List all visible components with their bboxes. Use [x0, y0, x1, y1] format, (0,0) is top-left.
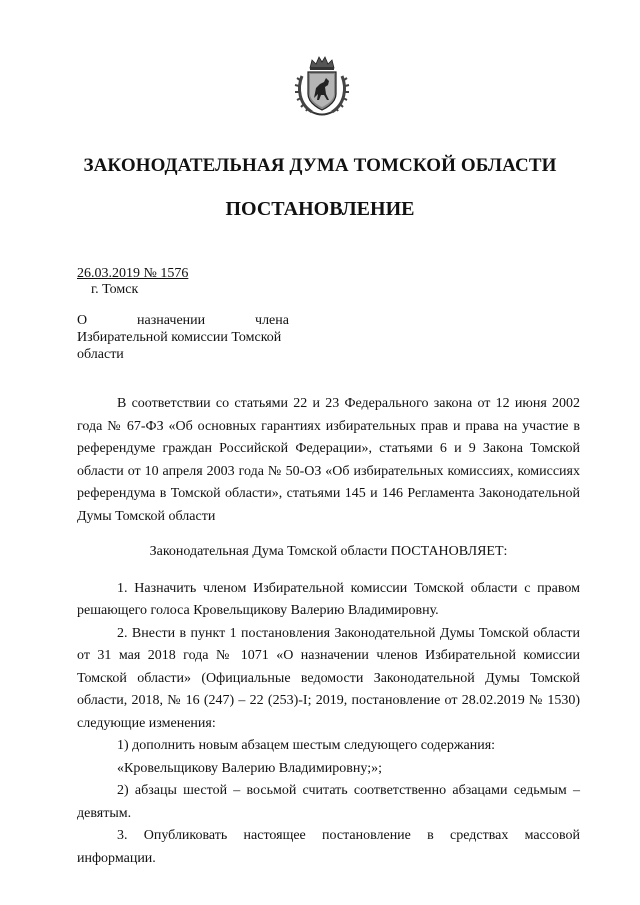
subject-word: О — [77, 313, 88, 328]
subject-line-3: области — [77, 347, 124, 362]
item-2-paragraph: 2. Внести в пункт 1 постановления Законодательной Думы Томской области от 31 мая 2018 года № 1071 «О назначении членов Избирательной комиссии Томской области» (Официальные ведомости Законодательной Думы Томской области, 2018, № 16 (247) – 22 (253)-I; 2019, постановление от 28.02.2019 № 1530) следующие изменения: — [77, 625, 580, 731]
city: г. Томск — [91, 282, 139, 297]
org-title: ЗАКОНОДАТЕЛЬНАЯ ДУМА ТОМСКОЙ ОБЛАСТИ — [83, 155, 557, 176]
item-2-subitem-1: 1) дополнить новым абзацем шестым следующего содержания: — [117, 738, 496, 753]
subject-word: назначении — [137, 313, 206, 328]
subject-heading — [77, 312, 289, 363]
date-number: 26.03.2019 № 1576 — [77, 266, 189, 281]
resolves-line: Законодательная Дума Томской области ПОСТАНОВЛЯЕТ: — [149, 544, 508, 559]
document-body — [77, 393, 580, 870]
tomsk-coat-of-arms-icon — [294, 54, 350, 118]
item-3-paragraph: 3. Опубликовать настоящее постановление в средствах массовой информации. — [77, 828, 580, 866]
item-2-quote: «Кровельщикову Валерию Владимировну;»; — [117, 760, 382, 776]
item-1-paragraph: 1. Назначить членом Избирательной комиссии Томской области с правом решающего голоса Кровельщикову Валерию Владимировну. — [77, 580, 580, 618]
preamble-paragraph: В соответствии со статьями 22 и 23 Федерального закона от 12 июня 2002 года № 67-ФЗ «Об основных гарантиях избирательных прав и права на участие в референдуме граждан Российской Федерации», статьями 6 и 9 Закона Томской области от 10 апреля 2003 года № 50-ОЗ «Об избирательных комиссиях, комиссиях референдума в Томской области», статьями 145 и 146 Регламента Законодательной Думы Томской области — [77, 396, 580, 524]
document-type: ПОСТАНОВЛЕНИЕ — [225, 198, 415, 220]
subject-line-1 — [77, 312, 289, 329]
item-2-subitem-2: 2) абзацы шестой – восьмой считать соответственно абзацами седьмым – девятым. — [77, 783, 580, 821]
subject-line-2: Избирательной комиссии Томской — [77, 330, 282, 345]
subject-word: члена — [255, 313, 289, 328]
